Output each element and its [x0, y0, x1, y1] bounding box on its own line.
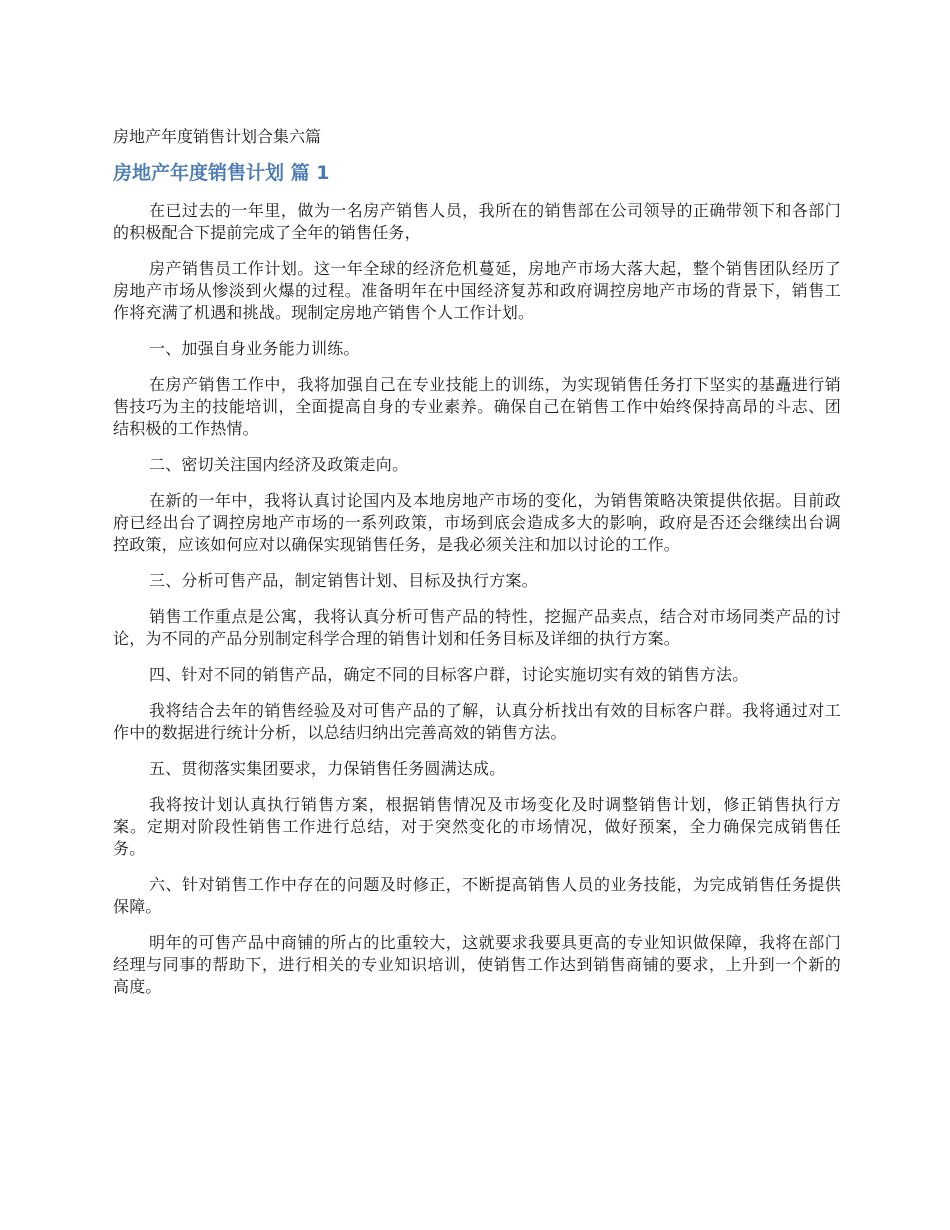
list-heading: 三、分析可售产品，制定销售计划、目标及执行方案。: [149, 571, 538, 590]
list-heading: 六、针对销售工作中存在的问题及时修正，不断提高销售人员的业务技能，为完成销售任务提供保障。: [113, 875, 841, 916]
section-heading: 房地产年度销售计划 篇 1: [113, 162, 330, 184]
paragraph: 明年的可售产品中商铺的所占的比重较大，这就要求我要具更高的专业知识做保障，我将在部门经理与同事的帮助下，进行相关的专业知识培训，使销售工作达到销售商铺的要求，上升到一个新的高度。: [113, 933, 841, 996]
paragraph: 我将按计划认真执行销售方案，根据销售情况及市场变化及时调整销售计划，修正销售执行方案。定期对阶段性销售工作进行总结，对于突然变化的市场情况，做好预案，全力确保完成销售任务。: [113, 795, 841, 858]
paragraph: 我将结合去年的销售经验及对可售产品的了解，认真分析找出有效的目标客户群。我将通过对工作中的数据进行统计分析，以总结归纳出完善高效的销售方法。: [113, 701, 841, 742]
document-body: [113, 126, 841, 1012]
paragraph: 在已过去的一年里，做为一名房产销售人员，我所在的销售部在公司领导的正确带领下和各部门的积极配合下提前完成了全年的销售任务，: [113, 201, 841, 242]
paragraph: 在新的一年中，我将认真讨论国内及本地房地产市场的变化，为销售策略决策提供依据。目前政府已经出台了调控房地产市场的一系列政策，市场到底会造成多大的影响，政府是否还会继续出台调控政策，应该如何应对以确保实现销售任务，是我必须关注和加以讨论的工作。: [113, 491, 841, 554]
document-title: 房地产年度销售计划合集六篇: [113, 127, 322, 146]
list-heading: 二、密切关注国内经济及政策走向。: [149, 455, 409, 474]
paragraph: 在房产销售工作中，我将加强自己在专业技能上的训练，为实现销售任务打下坚实的基矗进行销售技巧为主的技能培训，全面提高自身的专业素养。确保自己在销售工作中始终保持高昂的斗志、团结积极的工作热情。: [113, 375, 841, 438]
paragraph: 房产销售员工作计划。这一年全球的经济危机蔓延，房地产市场大落大起，整个销售团队经历了房地产市场从惨淡到火爆的过程。准备明年在中国经济复苏和政府调控房地产市场的背景下，销售工作将充满了机遇和挑战。现制定房地产销售个人工作计划。: [113, 259, 841, 322]
list-heading: 一、加强自身业务能力训练。: [149, 339, 360, 358]
paragraph: 销售工作重点是公寓，我将认真分析可售产品的特性，挖掘产品卖点，结合对市场同类产品的讨论，为不同的产品分别制定科学合理的销售计划和任务目标及详细的执行方案。: [113, 607, 841, 648]
list-heading: 四、针对不同的销售产品，确定不同的目标客户群，讨论实施切实有效的销售方法。: [149, 665, 749, 684]
list-heading: 五、贯彻落实集团要求，力保销售任务圆满达成。: [149, 759, 506, 778]
